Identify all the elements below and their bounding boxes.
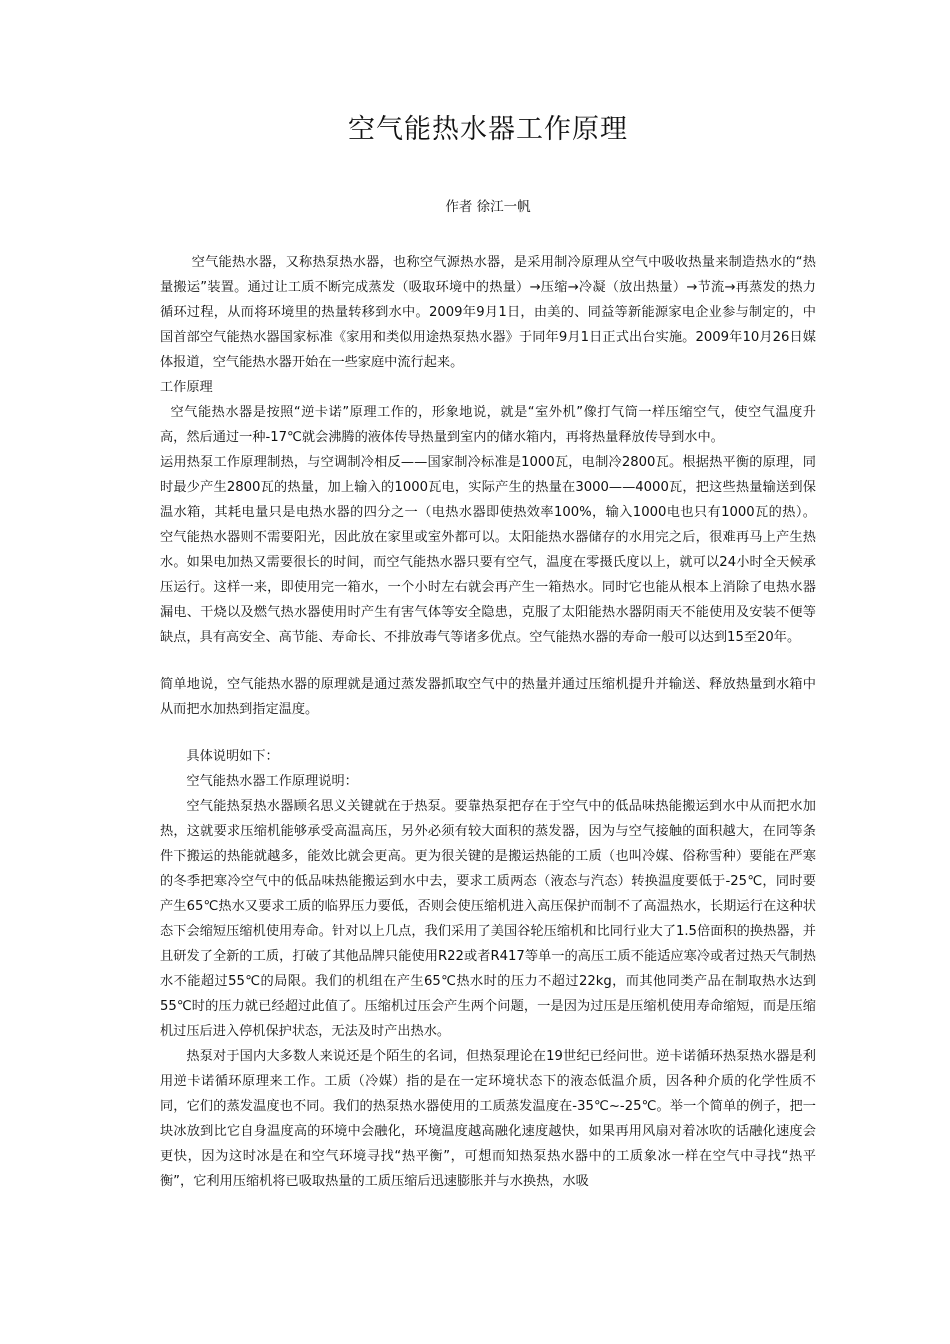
document-title: 空气能热水器工作原理 bbox=[348, 114, 628, 145]
paragraph-principle-1: 空气能热水器是按照“逆卡诺”原理工作的，形象地说，就是“室外机”像打气筒一样压缩空气，使空气温度升高，然后通过一种-17℃就会沸腾的液体传导热量到室内的储水箱内，再将热量释放传导到水中。 bbox=[160, 405, 816, 445]
paragraph-summary: 简单地说，空气能热水器的原理就是通过蒸发器抓取空气中的热量并通过压缩机提升并输送、释放热量到水箱中从而把水加热到指定温度。 bbox=[160, 677, 816, 717]
author-line: 作者 徐江一帆 bbox=[445, 199, 531, 215]
document-body bbox=[160, 250, 816, 1194]
paragraph-principle-2: 运用热泵工作原理制热，与空调制冷相反——国家制冷标准是1000瓦，电制冷2800瓦。根据热平衡的原理，同时最少产生2800瓦的热量，加上输入的1000瓦电，实际产生的热量在3000——4000瓦，把这些热量输送到保温水箱，其耗电量只是电热水器的四分之一（电热水器即使热效率100%，输入1000电也只有1000瓦的热）。 空气能热水器则不需要阳光，因此放在家里或室外都可以。太阳能热水器储存的水用完之后，很难再马上产生热水。如果电加热又需要很长的时间，而空气能热水器只要有空气，温度在零摄氏度以上，就可以24小时全天候承压运行。这样一来，即使用完一箱水，一个小时左右就会再产生一箱热水。同时它也能从根本上消除了电热水器漏电、干烧以及燃气热水器使用时产生有害气体等安全隐患，克服了太阳能热水器阴雨天不能使用及安装不便等缺点，具有高安全、高节能、寿命长、不排放毒气等诸多优点。空气能热水器的寿命一般可以达到15至20年。 bbox=[160, 455, 816, 645]
paragraph-spacer bbox=[160, 722, 816, 744]
paragraph-detail-1: 空气能热泵热水器顾名思义关键就在于热泵。要靠热泵把存在于空气中的低品味热能搬运到水中从而把水加热，这就要求压缩机能够承受高温高压，另外必须有较大面积的蒸发器，因为与空气接触的面积越大，在同等条件下搬运的热能就越多，能效比就会更高。更为很关键的是搬运热能的工质（也叫冷媒、俗称雪种）要能在严寒的冬季把寒冷空气中的低品味热能搬运到水中去，要求工质两态（液态与汽态）转换温度要低于-25℃，同时要产生65℃热水又要求工质的临界压力要低，否则会使压缩机进入高压保护而制不了高温热水，长期运行在这种状态下会缩短压缩机使用寿命。针对以上几点，我们采用了美国谷轮压缩机和比同行业大了1.5倍面积的换热器，并且研发了全新的工质，打破了其他品牌只能使用R22或者R417等单一的高压工质不能适应寒冷或者过热天气制热水不能超过55℃的局限。我们的机组在产生65℃热水时的压力不超过22kg，而其他同类产品在制取热水达到55℃时的压力就已经超过此值了。压缩机过压会产生两个问题，一是因为过压是压缩机使用寿命缩短，而是压缩机过压后进入停机保护状态，无法及时产出热水。 bbox=[160, 799, 816, 1039]
paragraph-spacer bbox=[160, 650, 816, 672]
paragraph-detail-intro: 具体说明如下： bbox=[186, 749, 279, 764]
paragraph-intro: 空气能热水器，又称热泵热水器，也称空气源热水器，是采用制冷原理从空气中吸收热量来制造热水的“热量搬运”装置。通过让工质不断完成蒸发（吸取环境中的热量）→压缩→冷凝（放出热量）→节流→再蒸发的热力循环过程，从而将环境里的热量转移到水中。2009年9月1日，由美的、同益等新能源家电企业参与制定的，中国首部空气能热水器国家标准《家用和类似用途热泵热水器》于同年9月1日正式出台实施。2009年10月26日媒体报道，空气能热水器开始在一些家庭中流行起来。 bbox=[160, 255, 816, 370]
paragraph-detail-2: 热泵对于国内大多数人来说还是个陌生的名词，但热泵理论在19世纪已经问世。逆卡诺循环热泵热水器是利用逆卡诺循环原理来工作。工质（冷媒）指的是在一定环境状态下的液态低温介质，因各种介质的化学性质不同，它们的蒸发温度也不同。我们的热泵热水器使用的工质蒸发温度在-35℃~-25℃。举一个简单的例子，把一块冰放到比它自身温度高的环境中会融化，环境温度越高融化速度越快，如果再用风扇对着冰吹的话融化速度会更快，因为这时冰是在和空气环境寻找“热平衡”，可想而知热泵热水器中的工质象冰一样在空气中寻找“热平衡”，它利用压缩机将已吸取热量的工质压缩后迅速膨胀并与水换热，水吸 bbox=[160, 1049, 816, 1189]
paragraph-detail-heading: 空气能热水器工作原理说明： bbox=[186, 774, 358, 789]
section-heading-principle: 工作原理 bbox=[160, 380, 213, 395]
